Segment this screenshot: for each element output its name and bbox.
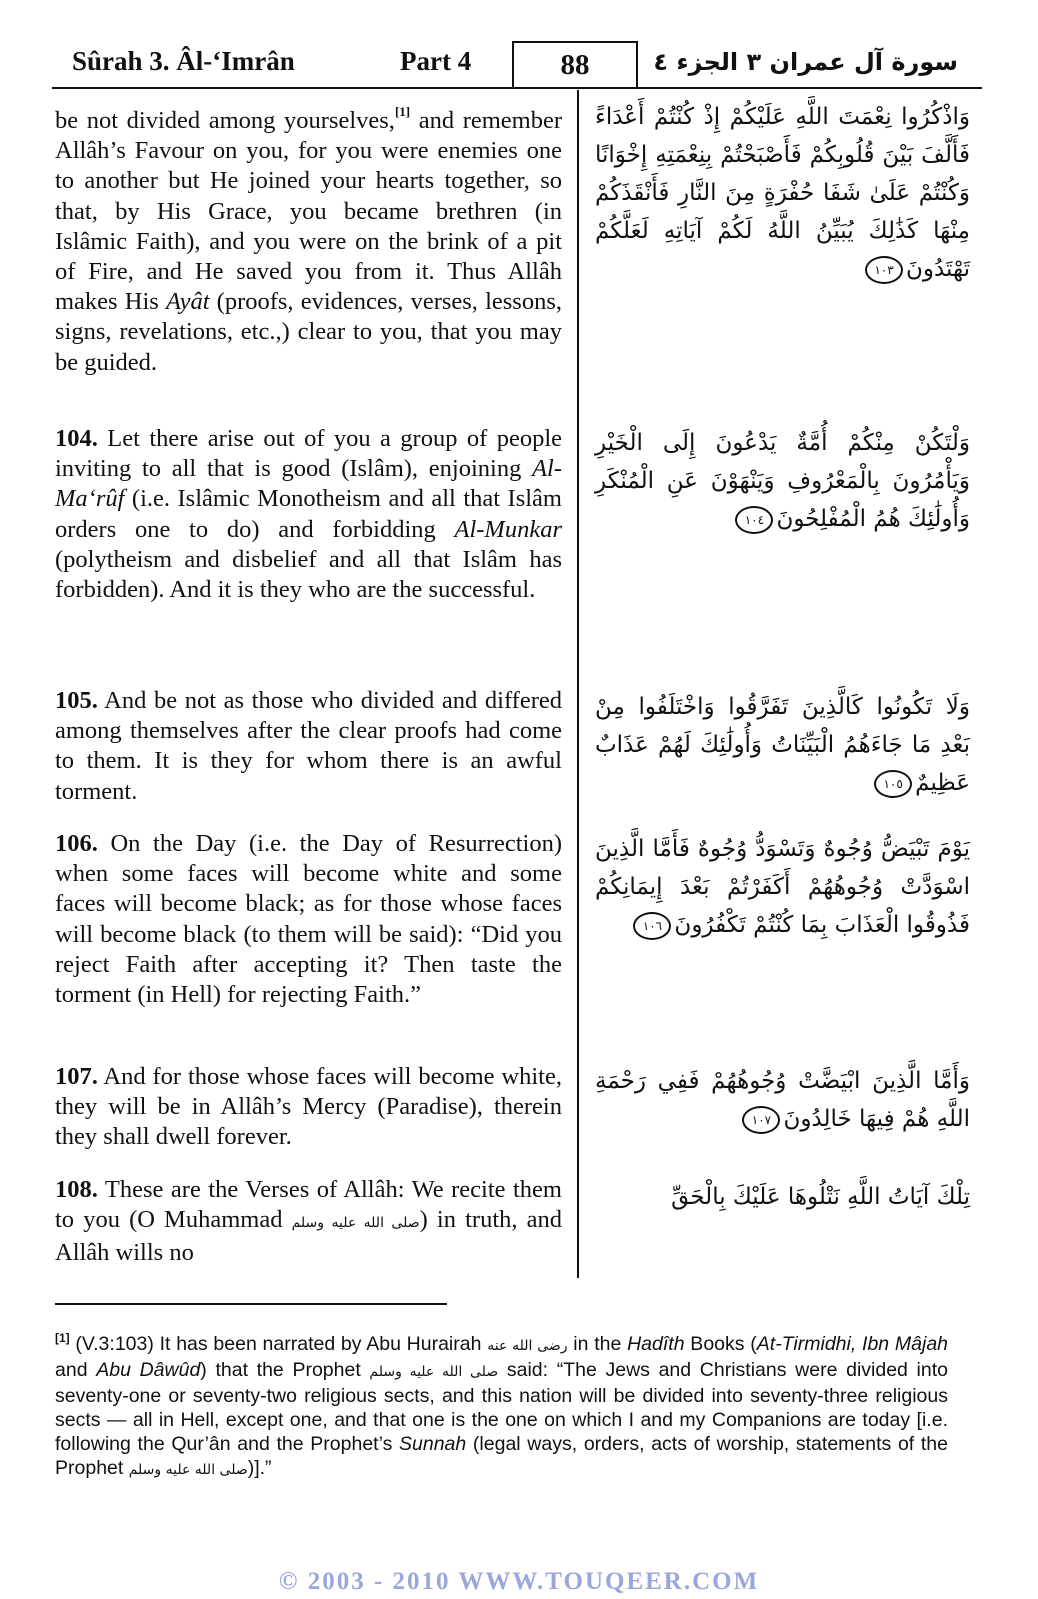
footnote: [1] (V.3:103) It has been narrated by Abu Hurairah رضى الله عنه in the Hadîth Books (At-Tirmidhi, Ibn Mâjah and Abu Dâwûd) that the Prophet صلى الله عليه وسلم said: “The Jews and Christians were divided into seventy-one or seventy-two religious sects, and this nation will be divided into seventy-three religious sects — all in Hell, except one, and that one is the one on which I and my Companions are today [i.e. following the Qur’ân and the Prophet’s Sunnah (legal ways, orders, acts of worship, statements of the Prophet صلى الله عليه وسلم)].” — [55, 1331, 949, 1479]
verse-107-translation: 107. And for those whose faces will become white, they will be in Allâh’s Mercy (Paradise), therein they shall dwell forever. — [55, 1063, 562, 1151]
page-header — [52, 38, 982, 90]
footnote-rule — [55, 1303, 447, 1305]
arabic-header: سورة آل عمران ٣ الجزء ٤ — [653, 48, 958, 76]
surah-title: Sûrah 3. Âl-‘Imrân — [72, 46, 295, 76]
aya-number-mark: ١٠٤ — [735, 506, 773, 534]
aya-number-mark: ١٠٧ — [742, 1106, 780, 1134]
copyright-notice: © 2003 - 2010 WWW.TOUQEER.COM — [278, 1568, 760, 1595]
verse-107-arabic: وَأَمَّا الَّذِينَ ابْيَضَّتْ وُجُوهُهُمْ فَفِي رَحْمَةِ اللَّهِ هُمْ فِيهَا خَالِدُونَ١٠٧ — [595, 1068, 970, 1132]
verse-105-arabic: وَلَا تَكُونُوا كَالَّذِينَ تَفَرَّقُوا وَاخْتَلَفُوا مِنْ بَعْدِ مَا جَاءَهُمُ الْبَيِّنَاتُ وَأُولَٰئِكَ لَهُمْ عَذَابٌ عَظِيمٌ١٠٥ — [595, 694, 970, 796]
verse-number: 104. — [55, 425, 98, 452]
column-divider — [577, 90, 579, 1278]
verse-number: 108. — [55, 1176, 98, 1203]
verse-number: 105. — [55, 687, 98, 714]
verse-number: 106. — [55, 830, 98, 857]
verse-103-arabic: وَاذْكُرُوا نِعْمَتَ اللَّهِ عَلَيْكُمْ إِذْ كُنْتُمْ أَعْدَاءً فَأَلَّفَ بَيْنَ قُلُوبِكُمْ فَأَصْبَحْتُمْ بِنِعْمَتِهِ إِخْوَانًا وَكُنْتُمْ عَلَىٰ شَفَا حُفْرَةٍ مِنَ النَّارِ فَأَنْقَذَكُمْ مِنْهَا كَذَٰلِكَ يُبَيِّنُ اللَّهُ لَكُمْ آيَاتِهِ لَعَلَّكُمْ تَهْتَدُونَ١٠٣ — [595, 104, 970, 282]
verse-103-translation: be not divided among yourselves,[1] and remember Allâh’s Favour on you, for you were enemies one to another but He joined your hearts together, so that, by His Grace, you became brethren (in Islâmic Faith), and you were on the brink of a pit of Fire, and He saved you from it. Thus Allâh makes His Ayât (proofs, evidences, verses, lessons, signs, revelations, etc.,) clear to you, that you may be guided. — [55, 104, 563, 376]
verse-104-arabic: وَلْتَكُنْ مِنْكُمْ أُمَّةٌ يَدْعُونَ إِلَى الْخَيْرِ وَيَأْمُرُونَ بِالْمَعْرُوفِ وَيَنْهَوْنَ عَنِ الْمُنْكَرِ وَأُولَٰئِكَ هُمُ الْمُفْلِحُونَ١٠٤ — [595, 430, 970, 532]
footnote-ref[interactable]: [1] — [394, 104, 411, 119]
verse-number: 107. — [55, 1063, 98, 1090]
verse-108-translation: 108. These are the Verses of Allâh: We recite them to you (O Muhammad صلى الله عليه وسلم) in truth, and Allâh wills no — [55, 1176, 563, 1267]
footnote-mark: [1] — [55, 1331, 70, 1345]
verse-106-arabic: يَوْمَ تَبْيَضُّ وُجُوهٌ وَتَسْوَدُّ وُجُوهٌ فَأَمَّا الَّذِينَ اسْوَدَّتْ وُجُوهُهُمْ أَكَفَرْتُمْ بَعْدَ إِيمَانِكُمْ فَذُوقُوا الْعَذَابَ بِمَا كُنْتُمْ تَكْفُرُونَ١٠٦ — [595, 836, 970, 938]
part-label: Part 4 — [400, 46, 472, 76]
verse-105-translation: 105. And be not as those who divided and differed among themselves after the clear proofs had come to them. It is they for whom there is an awful torment. — [55, 687, 562, 805]
verse-106-translation: 106. On the Day (i.e. the Day of Resurrection) when some faces will become white and some faces will become black; as for those whose faces will become black (to them will be said): “Did you reject Faith after accepting it? Then taste the torment (in Hell) for rejecting Faith.” — [55, 830, 562, 1009]
salawat-inline: صلى الله عليه وسلم — [291, 1215, 420, 1232]
verse-104-translation: 104. Let there arise out of you a group of people inviting to all that is good (Islâm), enjoining Al-Ma‘rûf (i.e. Islâmic Monotheism and all that Islâm orders one to do) and forbidding Al-Munkar (polytheism and disbelief and all that Islâm has forbidden). And it is they who are the successful. — [55, 425, 562, 604]
verse-108-arabic: تِلْكَ آيَاتُ اللَّهِ نَتْلُوهَا عَلَيْكَ بِالْحَقِّ — [671, 1184, 970, 1210]
page-number: 88 — [512, 41, 638, 87]
aya-number-mark: ١٠٣ — [865, 256, 903, 284]
aya-number-mark: ١٠٦ — [633, 912, 671, 940]
aya-number-mark: ١٠٥ — [874, 770, 912, 798]
header-rule — [52, 87, 982, 89]
